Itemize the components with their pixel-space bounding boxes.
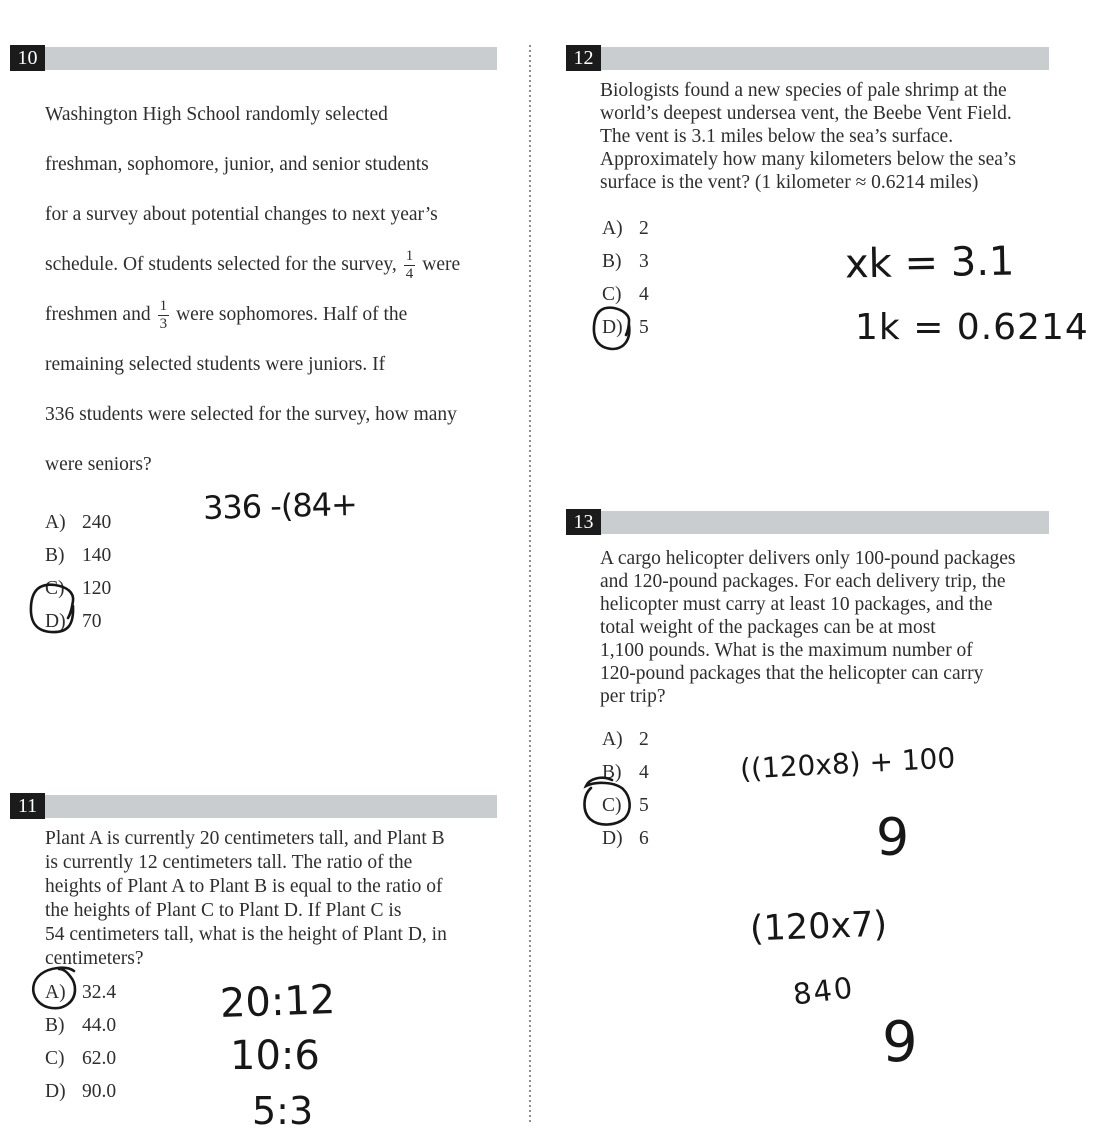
question-11-text	[10, 827, 497, 971]
handwriting-q11-ratio-2: 10:6	[230, 1033, 320, 1079]
question-text-line: 336 students were selected for the survey, how many	[45, 404, 457, 425]
question-13-header-bar	[566, 511, 1049, 534]
question-text-line: A cargo helicopter delivers only 100-pound packages	[600, 548, 1016, 569]
choice-d: D) 5	[602, 316, 649, 338]
question-text-line: centimeters?	[45, 948, 144, 969]
question-text-line: the heights of Plant C to Plant D. If Plant C is	[45, 900, 402, 921]
handwriting-q12-line-2: 1k = 0.6214	[855, 307, 1089, 348]
question-text-line: Biologists found a new species of pale shrimp at the	[600, 80, 1007, 101]
choice-c: C) 5	[602, 794, 649, 816]
handwriting-q13-result-2: 9	[882, 1010, 918, 1075]
question-text-line: total weight of the packages can be at most	[600, 617, 936, 638]
question-12-header-bar	[566, 47, 1049, 70]
choice-b: B) 140	[45, 544, 112, 566]
question-text-line: Plant A is currently 20 centimeters tall, and Plant B	[45, 828, 445, 849]
choice-b: B) 3	[602, 250, 649, 272]
question-text-line: and 120-pound packages. For each delivery trip, the	[600, 571, 1006, 592]
question-text-line: for a survey about potential changes to next year’s	[45, 204, 438, 225]
question-text-line: is currently 12 centimeters tall. The ratio of the	[45, 852, 413, 873]
question-text-line: 120-pound packages that the helicopter can carry	[600, 663, 984, 684]
question-text-line: freshman, sophomore, junior, and senior students	[45, 154, 429, 175]
choice-d: D) 6	[602, 827, 649, 849]
choice-d: D) 90.0	[45, 1080, 117, 1102]
choice-a: A) 240	[45, 511, 112, 533]
column-divider	[529, 45, 531, 1123]
question-11-number-badge: 11	[10, 793, 45, 819]
choice-c: C) 62.0	[45, 1047, 117, 1069]
choice-c: C) 4	[602, 283, 649, 305]
question-13-text	[566, 547, 1049, 708]
question-text-line: schedule. Of students selected for the survey, $\frac{1}{4}$ were	[45, 247, 461, 282]
handwriting-q13-expr-1: ((120x8) + 100	[739, 741, 957, 786]
question-text-line: freshmen and $\frac{1}{3}$ were sophomores. Half of the	[45, 297, 408, 332]
choice-a: A) 2	[602, 728, 649, 750]
question-text-line: surface is the vent? (1 kilometer ≈ 0.6214 miles)	[600, 172, 979, 193]
handwriting-q13-product: 840	[791, 970, 857, 1012]
handwriting-q11-ratio-3: 5:3	[252, 1089, 314, 1130]
question-13	[566, 511, 1049, 855]
question-text-line: helicopter must carry at least 10 packages, and the	[600, 594, 993, 615]
question-text-line: heights of Plant A to Plant B is equal to the ratio of	[45, 876, 443, 897]
handwriting-q12-line-1: xk = 3.1	[844, 238, 1015, 288]
question-text-line: remaining selected students were juniors. If	[45, 354, 386, 375]
fraction-one-fourth	[404, 248, 416, 283]
choice-b: B) 44.0	[45, 1014, 117, 1036]
fraction-numerator: 1	[159, 297, 168, 314]
question-10-choices	[45, 506, 497, 638]
question-text-line: Approximately how many kilometers below the sea’s	[600, 149, 1016, 170]
handwriting-q13-expr-2: (120x7)	[749, 904, 888, 950]
choice-a: A) 32.4	[45, 981, 117, 1003]
handwriting-q13-result-1: 9	[876, 808, 910, 868]
question-10-header-bar	[10, 47, 497, 70]
question-text-line: per trip?	[600, 686, 666, 707]
question-text-line: The vent is 3.1 miles below the sea’s surface.	[600, 126, 954, 147]
fraction-denominator: 3	[159, 315, 168, 332]
question-13-choices	[602, 723, 1049, 855]
handwriting-q10-work: 336 -(84+	[202, 484, 358, 528]
question-11-header-bar	[10, 795, 497, 818]
question-10	[10, 47, 497, 638]
question-10-number-badge: 10	[10, 45, 45, 71]
choice-c: C) 120	[45, 577, 112, 599]
choice-b: B) 4	[602, 761, 649, 783]
choice-a: A) 2	[602, 217, 649, 239]
question-text-line: 1,100 pounds. What is the maximum number of	[600, 640, 973, 661]
handwriting-q11-ratio-1: 20:12	[219, 977, 337, 1027]
question-12-number-badge: 12	[566, 45, 601, 71]
fraction-denominator: 4	[405, 265, 414, 282]
question-13-number-badge: 13	[566, 509, 601, 535]
fraction-one-third	[158, 298, 170, 333]
question-text-line: 54 centimeters tall, what is the height of Plant D, in	[45, 924, 447, 945]
question-12-text	[566, 79, 1049, 194]
question-10-text	[10, 90, 497, 490]
question-text-line: Washington High School randomly selected	[45, 104, 388, 125]
question-text-line: world’s deepest undersea vent, the Beebe Vent Field.	[600, 103, 1012, 124]
question-text-line: were seniors?	[45, 454, 152, 475]
fraction-numerator: 1	[405, 247, 414, 264]
choice-d: D) 70	[45, 610, 102, 632]
question-12	[566, 47, 1049, 344]
